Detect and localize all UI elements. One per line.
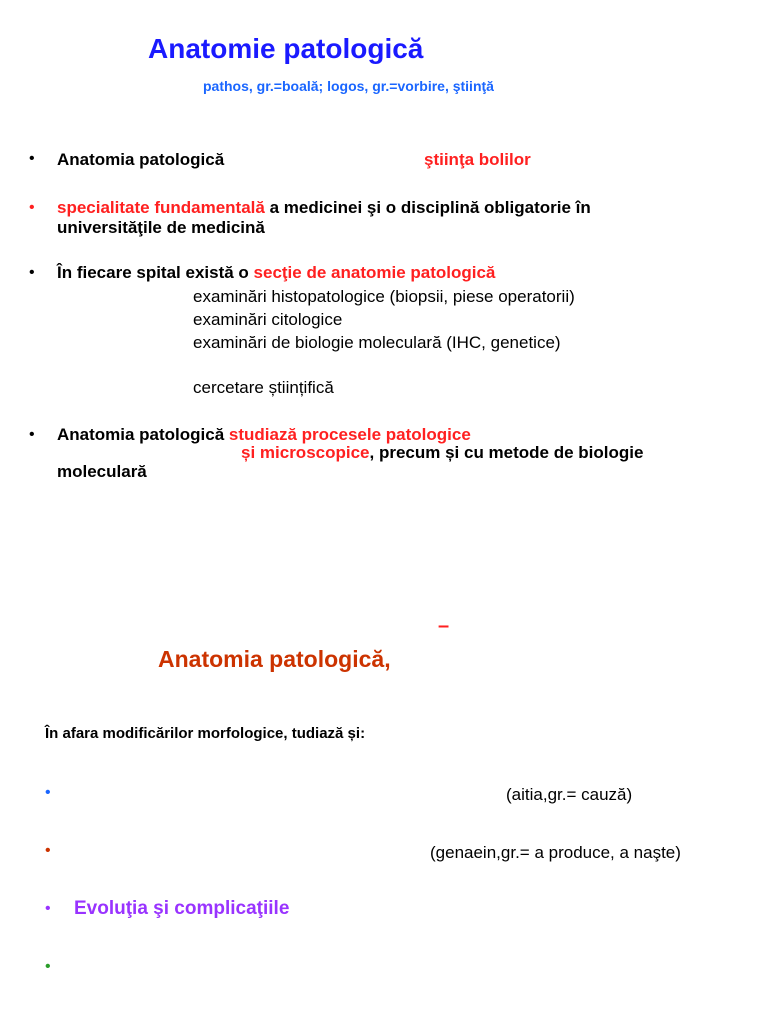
bullet-purple: •	[45, 900, 51, 917]
item2-line2: universităţile de medicină	[57, 218, 265, 237]
subitem-cercetare: cercetare științifică	[193, 378, 334, 397]
section2-heading: Anatomia patologică,	[158, 646, 391, 672]
item2-highlight: specialitate fundamentală	[57, 198, 265, 217]
bullet-blue: •	[45, 784, 51, 801]
item4-highlight: studiază procesele patologice	[228, 425, 471, 444]
item4-line2-text: , precum și cu metode de biologie	[369, 443, 644, 462]
bullet-1: •	[29, 150, 35, 167]
item4-line2-highlight: și microscopice	[241, 443, 370, 462]
section2-intro: În afara modificărilor morfologice, tudiază și:	[45, 725, 366, 742]
item4-line1	[57, 425, 471, 445]
item4-line2	[241, 443, 643, 463]
page-title: Anatomie patologică	[148, 33, 424, 64]
item4-text: Anatomia patologică	[57, 425, 229, 444]
bullet-orange: •	[45, 842, 51, 859]
evolution-item: Evoluţia şi complicaţiile	[74, 898, 290, 919]
item1-highlight: ştiinţa bolilor	[424, 150, 531, 169]
subitem-histopatologice: examinări histopatologice (biopsii, piese operatorii)	[193, 287, 575, 306]
subitem-biologie-moleculara: examinări de biologie moleculară (IHC, genetice)	[193, 333, 561, 352]
item3-highlight: secţie de anatomie patologică	[253, 263, 496, 282]
bullet-2: •	[29, 199, 35, 216]
item3-text: În fiecare spital există o	[57, 263, 254, 282]
red-dash: –	[438, 615, 450, 637]
item2-line1	[57, 198, 591, 218]
bullet-green: •	[45, 958, 51, 975]
item4-line3: moleculară	[57, 462, 147, 481]
item3-line	[57, 263, 495, 283]
bullet-4: •	[29, 426, 35, 443]
subitem-citologice: examinări citologice	[193, 310, 343, 329]
page-subtitle: pathos, gr.=boală; logos, gr.=vorbire, ştiinţă	[203, 78, 494, 94]
item2-text: a medicinei şi o disciplină obligatorie în	[264, 198, 591, 217]
bullet-3: •	[29, 264, 35, 281]
item1-text: Anatomia patologică	[57, 150, 225, 169]
etiology-note: (aitia,gr.= cauză)	[506, 785, 633, 804]
pathogenesis-note: (genaein,gr.= a produce, a naşte)	[430, 843, 681, 862]
